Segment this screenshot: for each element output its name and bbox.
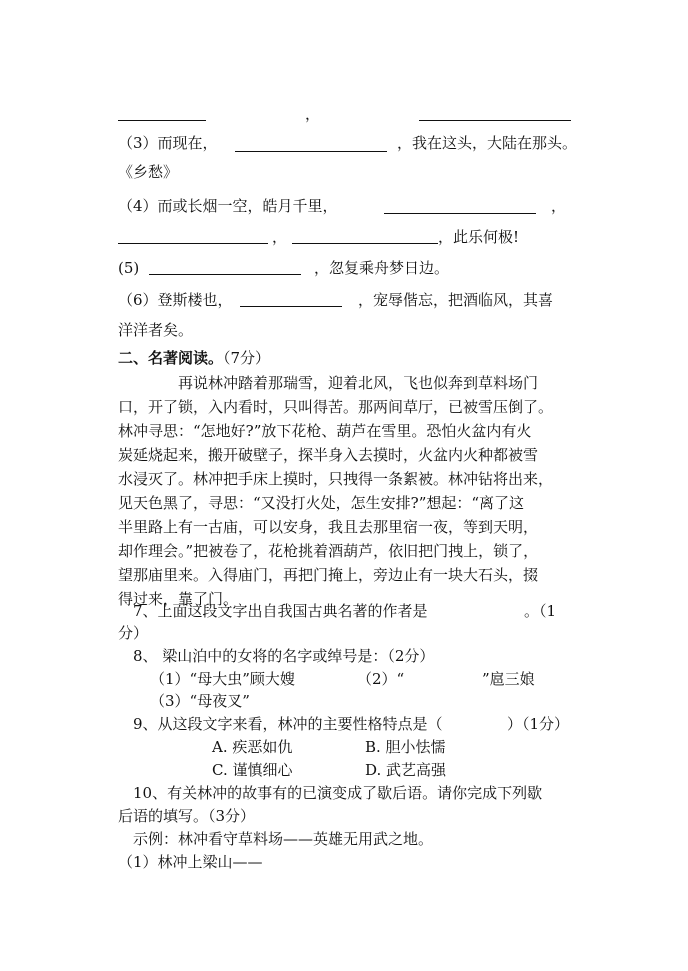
- answer-blank: [118, 243, 268, 244]
- q8-option-3: （3）“母夜叉”: [150, 692, 250, 710]
- passage-line: 水浸灭了。林冲把手床上摸时，只拽得一条絮被。林冲钻将出来，: [118, 470, 554, 488]
- section-heading: [118, 348, 270, 368]
- answer-blank: [149, 274, 301, 275]
- q4-comma: ，: [272, 228, 288, 246]
- answer-blank: [384, 213, 536, 214]
- passage-line: 炭延烧起来，搬开破壁子，探半身入去摸时，火盆内火种都被雪: [118, 446, 539, 464]
- answer-blank: [118, 120, 206, 121]
- answer-blank: [235, 151, 387, 152]
- q4-prefix: （4）而或长烟一空，皓月千里，: [118, 197, 338, 215]
- q10-item-1: （1）林冲上梁山——: [118, 853, 263, 871]
- answer-blank: [292, 243, 438, 244]
- q4-comma: ，: [551, 197, 567, 215]
- q8-text: 8、 梁山泊中的女将的名字或绰号是：（2分）: [133, 647, 435, 665]
- q9-option-d: D. 武艺高强: [365, 761, 447, 779]
- q8-option-2-prefix: （2）“: [357, 670, 405, 688]
- section-title: 二、名著阅读。: [118, 349, 224, 367]
- q3-suffix: ，我在这头，大陆在那头。: [397, 134, 578, 152]
- example-text: 示例：林冲看守草料场——英雄无用武之地。: [133, 830, 434, 848]
- passage-line: 见天色黑了，寻思：“又没打火处，怎生安排?”想起：“离了这: [118, 494, 525, 512]
- passage-line: 半里路上有一古庙，可以安身，我且去那里宿一夜，等到天明，: [118, 518, 539, 536]
- passage-line: 却作理会。”把被卷了，花枪挑着酒葫芦，依旧把门拽上，锁了，: [118, 542, 539, 560]
- q9-option-a: A. 疾恶如仇: [212, 738, 293, 756]
- passage-line: 望那庙里来。入得庙门，再把门掩上，旁边止有一块大石头，掇: [118, 566, 539, 584]
- xiangchou-title: 《乡愁》: [118, 163, 179, 181]
- q7-text: 7、上面这段文字出自我国古典名著的作者是: [133, 602, 428, 620]
- q7-end: 。（1: [524, 602, 557, 620]
- q6-suffix: ，宠辱偕忘，把酒临风，其喜: [358, 291, 554, 309]
- passage-line: 再说林冲踏着那瑞雪，迎着北风，飞也似奔到草料场门: [178, 374, 539, 392]
- q5-suffix: ，忽复乘舟梦日边。: [314, 259, 450, 277]
- q9-option-c: C. 谨慎细心: [212, 761, 293, 779]
- q6-prefix: （6）登斯楼也，: [118, 291, 233, 309]
- q10-continuation: 后语的填写。（3分）: [118, 807, 256, 825]
- section-points: （7分）: [223, 349, 271, 367]
- answer-blank: [419, 120, 571, 121]
- answer-blank: [240, 306, 342, 307]
- passage-line: 口，开了锁，入内看时，只叫得苦。那两间草厅，已被雪压倒了。: [118, 398, 554, 416]
- q5-prefix: (5): [118, 259, 140, 277]
- q9-text: 9、从这段文字来看，林冲的主要性格特点是（: [133, 715, 443, 733]
- q4-suffix: ，此乐何极!: [438, 228, 520, 246]
- passage-line: 得过来，靠了门。: [118, 590, 239, 608]
- q8-option-1: （1）“母大虫”顾大嫂: [150, 670, 295, 688]
- q7-continuation: 分）: [118, 624, 149, 642]
- q9-option-b: B. 胆小怯懦: [365, 738, 446, 756]
- q10-text: 10、有关林冲的故事有的已演变成了歇后语。请你完成下列歇: [133, 784, 543, 802]
- q6-continuation: 洋洋者矣。: [118, 321, 194, 339]
- passage-line: 林冲寻思：“怎地好?”放下花枪、葫芦在雪里。恐怕火盆内有火: [118, 422, 532, 440]
- q9-end: ）（1分）: [507, 715, 570, 733]
- q3-prefix: （3）而现在，: [118, 134, 218, 152]
- q8-option-2-suffix: ”扈三娘: [482, 670, 535, 688]
- comma-text: ，: [305, 105, 321, 123]
